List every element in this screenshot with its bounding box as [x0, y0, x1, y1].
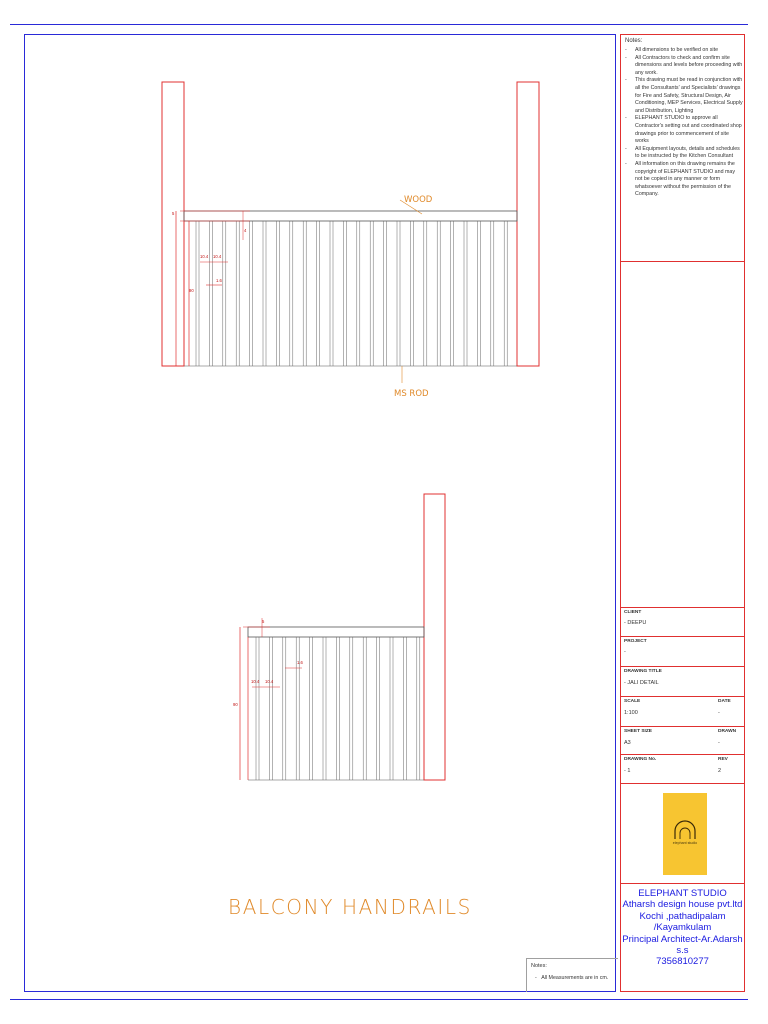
- drawing-no-value: - 1: [624, 768, 631, 774]
- studio-name: ELEPHANT STUDIO: [638, 888, 727, 899]
- right-post: [517, 82, 539, 366]
- ms-rod-group-bottom: [256, 637, 420, 780]
- drawn-label: DRAWN: [718, 729, 737, 734]
- studio-location-2: /Kayamkulam: [653, 922, 712, 934]
- drawing-title-label: DRAWING TITLE: [624, 669, 662, 674]
- drawing-no-label: DRAWING No.: [624, 757, 657, 762]
- elephant-studio-logo: [663, 793, 707, 875]
- project-label: PROJECT: [624, 639, 647, 644]
- dim-top-height: 90: [189, 288, 194, 293]
- ms-rod-group: [196, 221, 507, 366]
- title-block: [620, 34, 745, 992]
- dim-top-rail: 5: [172, 211, 175, 216]
- divider: [621, 883, 744, 884]
- wood-rail: [184, 211, 517, 221]
- end-post: [424, 494, 445, 780]
- rev-value: 2: [718, 768, 722, 774]
- divider: [621, 666, 744, 667]
- note-item: - All Contractors to check and confirm site dimensions and levels before proceeding with any work.: [625, 55, 743, 78]
- client-label: CLIENT: [624, 610, 642, 615]
- divider: [621, 754, 744, 755]
- note-item: - All Equipment layouts, details and schedules to be instructed by the Kitchen Consultant: [625, 146, 743, 161]
- dim-bottom-left-b: 10.4: [265, 679, 274, 684]
- divider: [621, 696, 744, 697]
- dim-bottom-rail: 5: [262, 619, 265, 624]
- scale-label: SCALE: [624, 699, 641, 704]
- sheet-size-value: A3: [624, 740, 631, 746]
- measurement-note-item: - All Measurements are in cm.: [535, 975, 609, 981]
- dim-top-post: 4: [244, 228, 247, 233]
- note-item: - This drawing must be read in conjunction with all the Consultants' and Specialists' drawings for Fire and Safety, Structural Design, Air Conditioning, MEP Services, Electrical Supply and Distribution, Lighting: [625, 77, 743, 115]
- drawing-title: BALCONY HANDRAILS: [228, 895, 472, 919]
- studio-phone: 7356810277: [656, 956, 709, 968]
- wood-rail-bottom: [248, 627, 424, 637]
- divider: [621, 607, 744, 608]
- date-label: DATE: [718, 699, 731, 704]
- elephant-arch-icon: [663, 793, 707, 875]
- divider: [621, 783, 744, 784]
- dim-bottom-height: 90: [233, 702, 238, 707]
- label-ms-rod: MS ROD: [394, 389, 429, 399]
- drawn-value: -: [718, 740, 720, 746]
- divider: [621, 261, 744, 262]
- divider: [621, 726, 744, 727]
- note-item: - All information on this drawing remains the copyright of ELEPHANT STUDIO and may not be copied in any manner or form whatsoever without the permission of the Company.: [625, 161, 743, 199]
- left-post: [162, 82, 184, 366]
- studio-company: Atharsh design house pvt.ltd: [622, 899, 743, 911]
- dim-bottom-gap: 1.6: [297, 660, 303, 665]
- dim-top-left-a: 10.4: [200, 254, 209, 259]
- dim-top-gap: 1.6: [216, 278, 222, 283]
- bottom-elevation: [233, 494, 445, 780]
- sheet-size-label: SHEET SIZE: [624, 729, 652, 734]
- notes-list: [625, 47, 743, 199]
- client-value: - DEEPU: [624, 620, 647, 626]
- dim-top-left-b: 10.4: [213, 254, 222, 259]
- measurement-notes: [526, 958, 618, 992]
- note-item: - ELEPHANT STUDIO to approve all Contractor's setting out and coordinated shop drawings prior to commencement of site works: [625, 115, 743, 145]
- studio-architect: Principal Architect-Ar.Adarsh s.s: [622, 933, 743, 957]
- divider: [621, 636, 744, 637]
- measurement-notes-heading: Notes:: [531, 963, 547, 969]
- studio-info: [621, 888, 744, 968]
- top-elevation: [162, 82, 539, 399]
- rev-label: REV: [718, 757, 728, 762]
- notes-heading: Notes:: [625, 38, 643, 44]
- project-value: -: [624, 649, 626, 655]
- logo-text: elephant studio: [672, 841, 698, 845]
- label-wood: WOOD: [404, 195, 433, 205]
- dim-bottom-left-a: 10.4: [251, 679, 260, 684]
- scale-value: 1:100: [624, 710, 638, 716]
- studio-location-1: Kochi ,pathadipalam: [639, 910, 726, 922]
- note-item: - All dimensions to be verified on site: [625, 47, 743, 55]
- drawing-title-value: - JALI DETAIL: [624, 680, 659, 686]
- date-value: -: [718, 710, 720, 716]
